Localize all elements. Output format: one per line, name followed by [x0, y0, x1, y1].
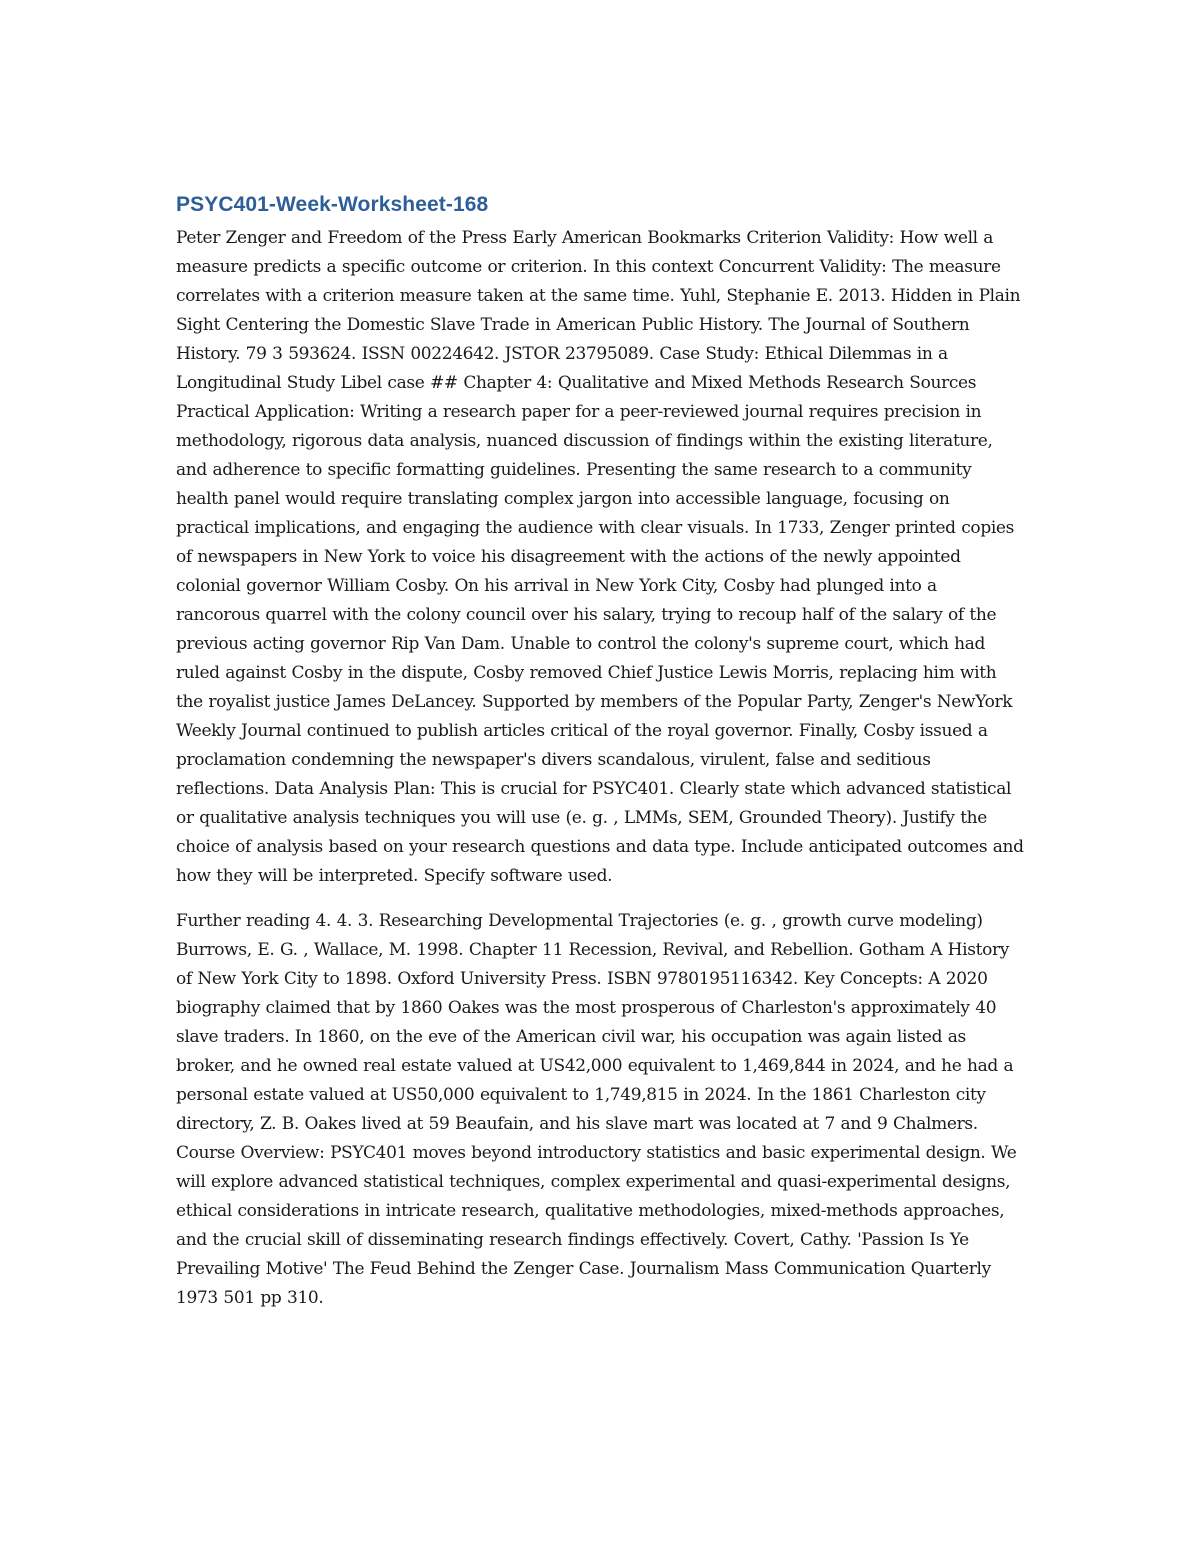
body-paragraph-2: Further reading 4. 4. 3. Researching Developmental Trajectories (e. g. , growth curve modeling) Burrows, E. G. , Wallace, M. 1998. Chapter 11 Recession, Revival, and Rebellion. Gotham A History of New York City to 1898. Oxford University Press. ISBN 9780195116342. Key Concepts: A 2020 biography claimed that by 1860 Oakes was the most prosperous of Charleston's approximately 40 slave traders. In 1860, on the eve of the American civil war, his occupation was again listed as broker, and he owned real estate valued at US42,000 equivalent to 1,469,844 in 2024, and he had a personal estate valued at US50,000 equivalent to 1,749,815 in 2024. In the 1861 Charleston city directory, Z. B. Oakes lived at 59 Beaufain, and his slave mart was located at 7 and 9 Chalmers. Course Overview: PSYC401 moves beyond introductory statistics and basic experimental design. We will explore advanced statistical techniques, complex experimental and quasi-experimental designs, ethical considerations in intricate research, qualitative methodologies, mixed-methods approaches, and the crucial skill of disseminating research findings effectively. Covert, Cathy. 'Passion Is Ye Prevailing Motive' The Feud Behind the Zenger Case. Journalism Mass Communication Quarterly 1973 501 pp 310.	[176, 911, 1017, 1308]
document-title: PSYC401-Week-Worksheet-168	[176, 193, 489, 216]
document-body	[176, 190, 1026, 1313]
body-paragraph-1: Peter Zenger and Freedom of the Press Early American Bookmarks Criterion Validity: How well a measure predicts a specific outcome or criterion. In this context Concurrent Validity: The measure correlates with a criterion measure taken at the same time. Yuhl, Stephanie E. 2013. Hidden in Plain Sight Centering the Domestic Slave Trade in American Public History. The Journal of Southern History. 79 3 593624. ISSN 00224642. JSTOR 23795089. Case Study: Ethical Dilemmas in a Longitudinal Study Libel case ## Chapter 4: Qualitative and Mixed Methods Research Sources Practical Application: Writing a research paper for a peer-reviewed journal requires precision in methodology, rigorous data analysis, nuanced discussion of findings within the existing literature, and adherence to specific formatting guidelines. Presenting the same research to a community health panel would require translating complex jargon into accessible language, focusing on practical implications, and engaging the audience with clear visuals. In 1733, Zenger printed copies of newspapers in New York to voice his disagreement with the actions of the newly appointed colonial governor William Cosby. On his arrival in New York City, Cosby had plunged into a rancorous quarrel with the colony council over his salary, trying to recoup half of the salary of the previous acting governor Rip Van Dam. Unable to control the colony's supreme court, which had ruled against Cosby in the dispute, Cosby removed Chief Justice Lewis Morris, replacing him with the royalist justice James DeLancey. Supported by members of the Popular Party, Zenger's NewYork Weekly Journal continued to publish articles critical of the royal governor. Finally, Cosby issued a proclamation condemning the newspaper's divers scandalous, virulent, false and seditious reflections. Data Analysis Plan: This is crucial for PSYC401. Clearly state which advanced statistical or qualitative analysis techniques you will use (e. g. , LMMs, SEM, Grounded Theory). Justify the choice of analysis based on your research questions and data type. Include anticipated outcomes and how they will be interpreted. Specify software used.	[176, 228, 1024, 886]
